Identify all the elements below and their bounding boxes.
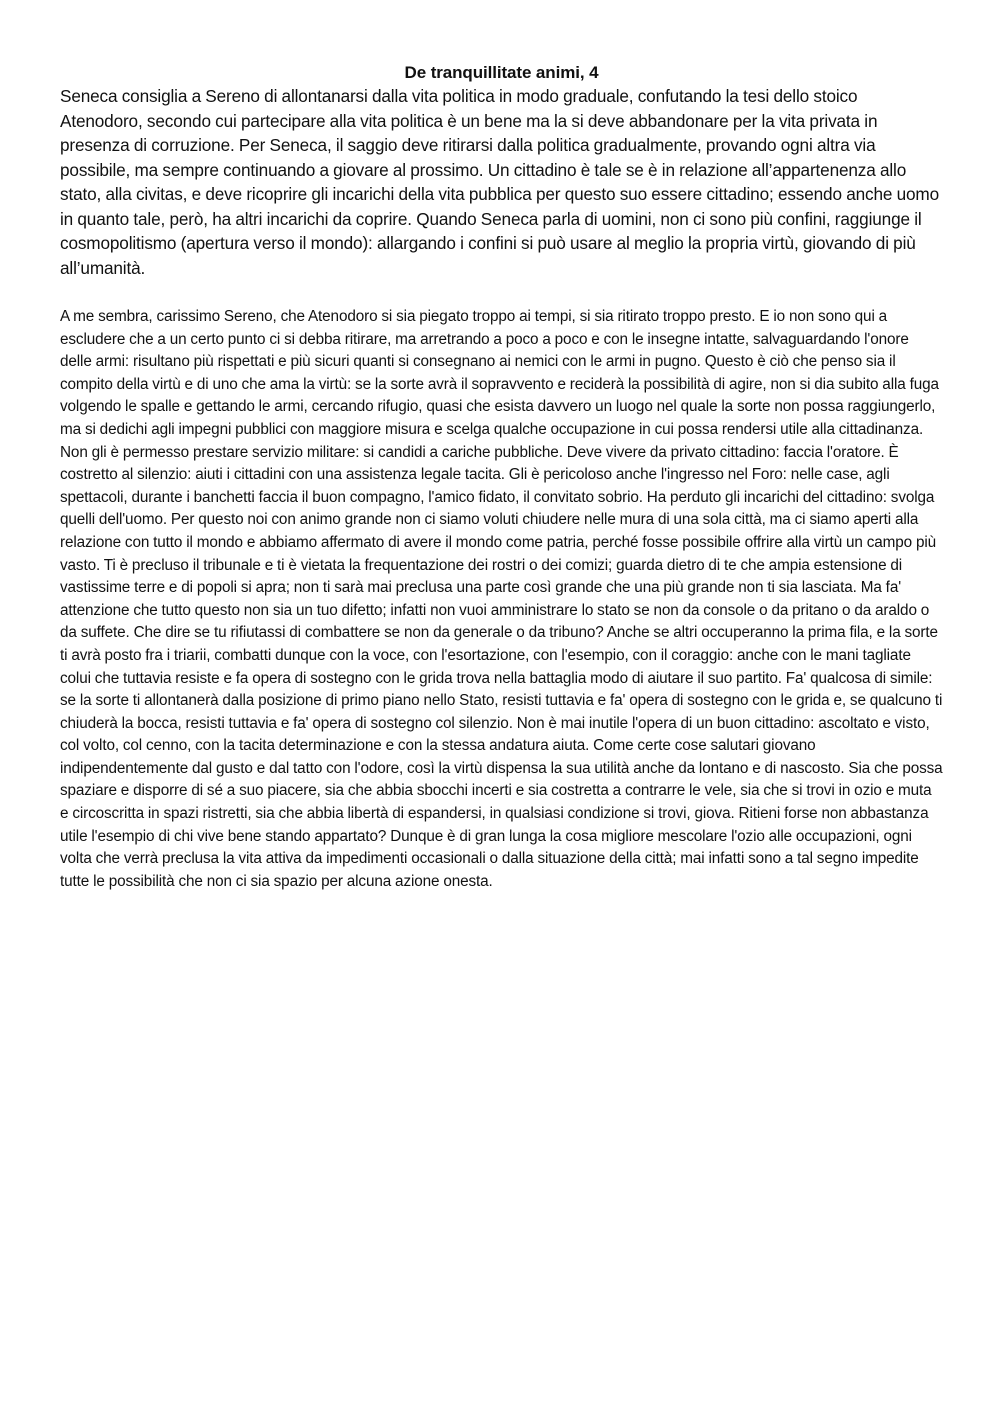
document-page	[60, 62, 943, 893]
document-title: De tranquillitate animi, 4	[404, 63, 599, 82]
intro-paragraph: Seneca consiglia a Sereno di allontanarsi dalla vita politica in modo graduale, confutando la tesi dello stoico Atenodoro, secondo cui partecipare alla vita politica è un bene ma la si deve abbandonare per la vita privata in presenza di corruzione. Per Seneca, il saggio deve ritirarsi dalla politica gradualmente, provando ogni altra via possibile, ma sempre continuando a giovare al prossimo. Un cittadino è tale se è in relazione all’appartenenza allo stato, alla civitas, e deve ricoprire gli incarichi della vita pubblica per questo suo essere cittadino; essendo anche uomo in quanto tale, però, ha altri incarichi da coprire. Quando Seneca parla di uomini, non ci sono più confini, raggiunge il cosmopolitismo (apertura verso il mondo): allargando i confini si può usare al meglio la propria virtù, giovando di più all’umanità.	[60, 86, 939, 278]
translation-paragraph: A me sembra, carissimo Sereno, che Atenodoro si sia piegato troppo ai tempi, si sia ritirato troppo presto. E io non sono qui a escludere che a un certo punto ci si debba ritirare, ma arretrando a poco a poco e con le insegne intatte, salvaguardando l'onore delle armi: risultano più rispettati e più sicuri quanti si consegnano ai nemici con le armi in pugno. Questo è ciò che penso sia il compito della virtù e di uno che ama la virtù: se la sorte avrà il sopravvento e reciderà la possibilità di agire, non si dia subito alla fuga volgendo le spalle e gettando le armi, cercando rifugio, quasi che esista davvero un luogo nel quale la sorte non possa raggiungerlo, ma si dedichi agli impegni pubblici con maggiore misura e scelga qualche occupazione in cui possa rendersi utile alla cittadinanza. Non gli è permesso prestare servizio militare: si candidi a cariche pubbliche. Deve vivere da privato cittadino: faccia l'oratore. È costretto al silenzio: aiuti i cittadini con una assistenza legale tacita. Gli è pericoloso anche l'ingresso nel Foro: nelle case, agli spettacoli, durante i banchetti faccia il buon compagno, l'amico fidato, il convitato sobrio. Ha perduto gli incarichi del cittadino: svolga quelli dell'uomo. Per questo noi con animo grande non ci siamo voluti chiudere nelle mura di una sola città, ma ci siamo aperti alla relazione con tutto il mondo e abbiamo affermato di avere il mondo come patria, perché fosse possibile offrire alla virtù un campo più vasto. Ti è precluso il tribunale e ti è vietata la frequentazione dei rostri o dei comizi; guarda dietro di te che ampia estensione di vastissime terre e di popoli si apra; non ti sarà mai preclusa una parte così grande che una più grande non ti sia lasciata. Ma fa' attenzione che tutto questo non sia un tuo difetto; infatti non vuoi amministrare lo stato se non da console o da pritano o da araldo o da suffete. Che dire se tu rifiutassi di combattere se non da generale o da tribuno? Anche se altri occuperanno la prima fila, e la sorte ti avrà posto fra i triarii, combatti dunque con la voce, con l'esortazione, con l'esempio, con il coraggio: anche con le mani tagliate colui che tuttavia resiste e fa opera di sostegno con le grida trova nella battaglia modo di aiutare il suo partito. Fa' qualcosa di simile: se la sorte ti allontanerà dalla posizione di primo piano nello Stato, resisti tuttavia e fa' opera di sostegno con le grida e, se qualcuno ti chiuderà la bocca, resisti tuttavia e fa' opera di sostegno col silenzio. Non è mai inutile l'opera di un buon cittadino: ascoltato e visto, col volto, col cenno, con la tacita determinazione e con la stessa andatura aiuta. Come certe cose salutari giovano indipendentemente dal gusto e dal tatto con l'odore, così la virtù dispensa la sua utilità anche da lontano e di nascosto. Sia che possa spaziare e disporre di sé a suo piacere, sia che abbia sbocchi incerti e sia costretta a contrarre le vele, sia che si trovi in ozio e muta e circoscritta in spazi ristretti, sia che abbia libertà di espandersi, in qualsiasi condizione si trovi, giova. Ritieni forse non abbastanza utile l'esempio di chi vive bene stando appartato? Dunque è di gran lunga la cosa migliore mescolare l'ozio alle occupazioni, ogni volta che verrà preclusa la vita attiva da impedimenti occasionali o dalla situazione della città; mai infatti sono a tal segno impedite tutte le possibilità che non ci sia spazio per alcuna azione onesta.	[60, 308, 943, 890]
